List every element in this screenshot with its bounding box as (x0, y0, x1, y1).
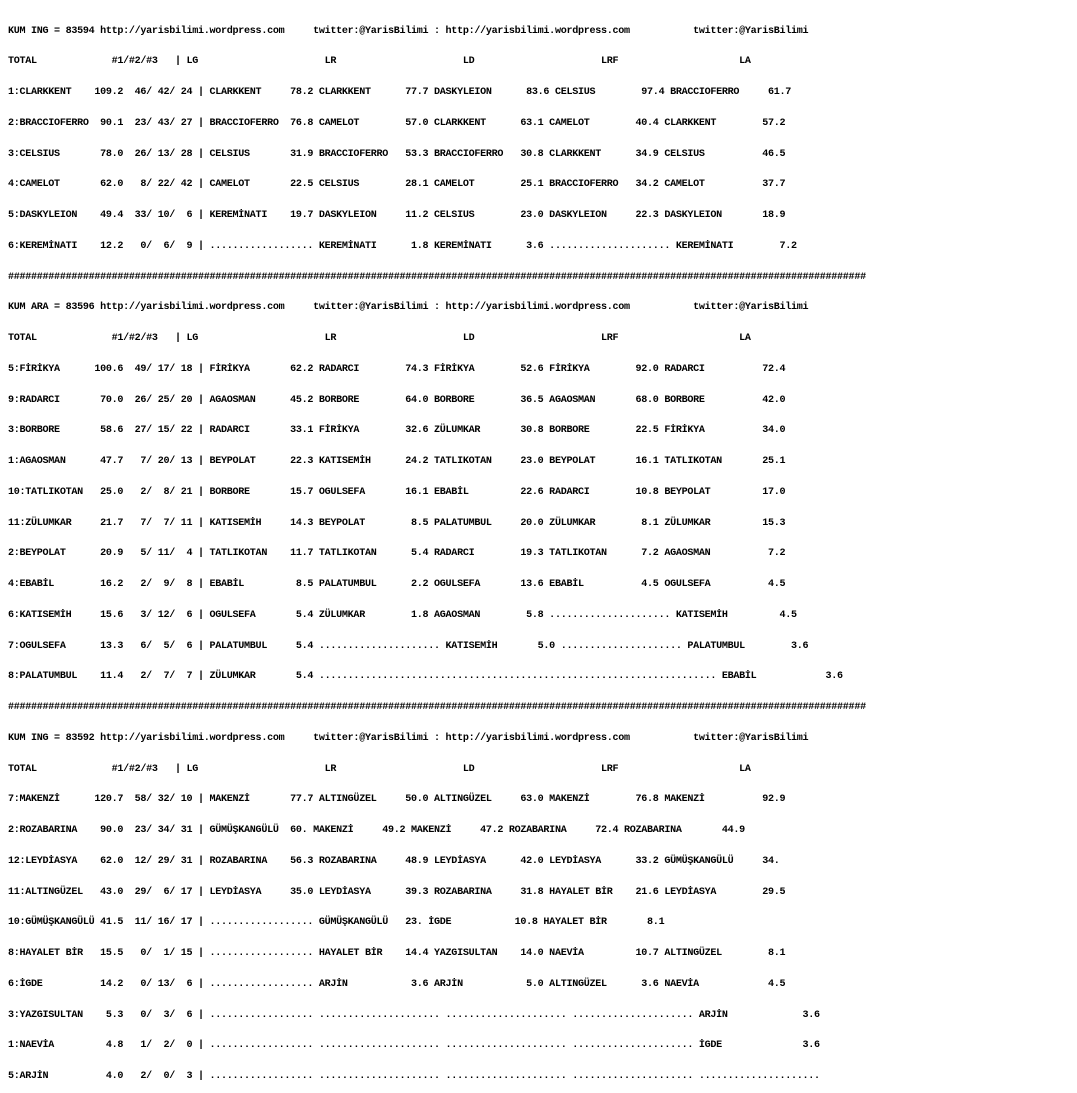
result-row: 6:KATISEMİH 15.6 3/ 12/ 6 | OGULSEFA 5.4 ZÜLUMKAR 1.8 AGAOSMAN 5.8 ..................... KATISEMİH 4.5 (8, 609, 797, 621)
result-row: 1:NAEVİA 4.8 1/ 2/ 0 | .................. ..................... ..................... ..................... İGDE 3.6 (8, 1040, 820, 1052)
result-row: 8:PALATUMBUL 11.4 2/ 7/ 7 | ZÜLUMKAR 5.4 ..................................................................... EBABİL 3.6 (8, 671, 843, 683)
result-row: 7:MAKENZİ 120.7 58/ 32/ 10 | MAKENZİ 77.7 ALTINGÜZEL 50.0 ALTINGÜZEL 63.0 MAKENZİ 76.8 MAKENZİ 92.9 (8, 794, 786, 806)
result-row: 8:HAYALET BİR 15.5 0/ 1/ 15 | .................. HAYALET BİR 14.4 YAZGISULTAN 14.0 NAEVİA 10.7 ALTINGÜZEL 8.1 (8, 948, 786, 959)
race-header-line: KUM ING = 83594 http://yarisbilimi.wordpress.com twitter:@YarisBilimi : http://yarisbilimi.wordpress.com twitter:@YarisBilimi (8, 25, 809, 37)
result-row: 10:TATLIKOTAN 25.0 2/ 8/ 21 | BORBORE 15.7 OGULSEFA 16.1 EBABİL 22.6 RADARCI 10.8 BEYPOLAT 17.0 (8, 486, 786, 498)
result-row: 6:İGDE 14.2 0/ 13/ 6 | .................. ARJİN 3.6 ARJİN 5.0 ALTINGÜZEL 3.6 NAEVİA 4.5 (8, 978, 786, 990)
result-row: 11:ALTINGÜZEL 43.0 29/ 6/ 17 | LEYDİASYA 35.0 LEYDİASYA 39.3 ROZABARINA 31.8 HAYALET BİR 21.6 LEYDİASYA 29.5 (8, 886, 786, 898)
result-row: 3:BORBORE 58.6 27/ 15/ 22 | RADARCI 33.1 FİRİKYA 32.6 ZÜLUMKAR 30.8 BORBORE 22.5 FİRİKYA 34.0 (8, 425, 786, 437)
result-row: 1:CLARKKENT 109.2 46/ 42/ 24 | CLARKKENT 78.2 CLARKKENT 77.7 DASKYLEION 83.6 CELSIUS 97.4 BRACCIOFERRO 61.7 (8, 87, 791, 98)
result-row: 10:GÜMÜŞKANGÜLÜ 41.5 11/ 16/ 17 | .................. GÜMÜŞKANGÜLÜ 23. İGDE 10.8 HAYALET BİR 8.1 (8, 917, 665, 929)
separator-line: ##################################################################################################################################################### (8, 702, 866, 713)
result-row: 3:CELSIUS 78.0 26/ 13/ 28 | CELSIUS 31.9 BRACCIOFERRO 53.3 BRACCIOFERRO 30.8 CLARKKENT 34.9 CELSIUS 46.5 (8, 148, 786, 160)
result-row: 2:BEYPOLAT 20.9 5/ 11/ 4 | TATLIKOTAN 11.7 TATLIKOTAN 5.4 RADARCI 19.3 TATLIKOTAN 7.2 AGAOSMAN 7.2 (8, 548, 786, 560)
result-row: 5:FİRİKYA 100.6 49/ 17/ 18 | FİRİKYA 62.2 RADARCI 74.3 FİRİKYA 52.6 FİRİKYA 92.0 RADARCI 72.4 (8, 363, 786, 375)
column-header-line: TOTAL #1/#2/#3 | LG LR LD LRF LA (8, 56, 751, 68)
column-header-line: TOTAL #1/#2/#3 | LG LR LD LRF LA (8, 763, 751, 775)
column-header-line: TOTAL #1/#2/#3 | LG LR LD LRF LA (8, 333, 751, 344)
result-row: 7:OGULSEFA 13.3 6/ 5/ 6 | PALATUMBUL 5.4 ..................... KATISEMİH 5.0 ..................... PALATUMBUL 3.6 (8, 640, 809, 652)
result-row: 12:LEYDİASYA 62.0 12/ 29/ 31 | ROZABARINA 56.3 ROZABARINA 48.9 LEYDİASYA 42.0 LEYDİASYA 33.2 GÜMÜŞKANGÜLÜ 34. (8, 855, 780, 867)
result-row: 1:AGAOSMAN 47.7 7/ 20/ 13 | BEYPOLAT 22.3 KATISEMİH 24.2 TATLIKOTAN 23.0 BEYPOLAT 16.1 TATLIKOTAN 25.1 (8, 456, 786, 467)
result-row: 4:CAMELOT 62.0 8/ 22/ 42 | CAMELOT 22.5 CELSIUS 28.1 CAMELOT 25.1 BRACCIOFERRO 34.2 CAMELOT 37.7 (8, 179, 786, 191)
result-row: 9:RADARCI 70.0 26/ 25/ 20 | AGAOSMAN 45.2 BORBORE 64.0 BORBORE 36.5 AGAOSMAN 68.0 BORBORE 42.0 (8, 394, 786, 406)
result-row: 2:ROZABARINA 90.0 23/ 34/ 31 | GÜMÜŞKANGÜLÜ 60. MAKENZİ 49.2 MAKENZİ 47.2 ROZABARINA 72.4 ROZABARINA 44.9 (8, 825, 745, 836)
result-row: 6:KEREMİNATI 12.2 0/ 6/ 9 | .................. KEREMİNATI 1.8 KEREMİNATI 3.6 ..................... KEREMİNATI 7.2 (8, 240, 797, 252)
result-row: 3:YAZGISULTAN 5.3 0/ 3/ 6 | .................. ..................... ..................... ..................... ARJİN 3.6 (8, 1009, 820, 1021)
result-row: 5:DASKYLEION 49.4 33/ 10/ 6 | KEREMİNATI 19.7 DASKYLEION 11.2 CELSIUS 23.0 DASKYLEION 22.3 DASKYLEION 18.9 (8, 210, 786, 221)
result-row: 5:ARJİN 4.0 2/ 0/ 3 | .................. ..................... ..................... ..................... ..................... (8, 1071, 820, 1082)
race-header-line: KUM ING = 83592 http://yarisbilimi.wordpress.com twitter:@YarisBilimi : http://yarisbilimi.wordpress.com twitter:@YarisBilimi (8, 732, 809, 744)
race-header-line: KUM ARA = 83596 http://yarisbilimi.wordpress.com twitter:@YarisBilimi : http://yarisbilimi.wordpress.com twitter:@YarisBilimi (8, 302, 809, 314)
result-row: 2:BRACCIOFERRO 90.1 23/ 43/ 27 | BRACCIOFERRO 76.8 CAMELOT 57.0 CLARKKENT 63.1 CAMELOT 40.4 CLARKKENT 57.2 (8, 117, 786, 129)
result-row: 11:ZÜLUMKAR 21.7 7/ 7/ 11 | KATISEMİH 14.3 BEYPOLAT 8.5 PALATUMBUL 20.0 ZÜLUMKAR 8.1 ZÜLUMKAR 15.3 (8, 517, 786, 529)
result-row: 4:EBABİL 16.2 2/ 9/ 8 | EBABİL 8.5 PALATUMBUL 2.2 OGULSEFA 13.6 EBABİL 4.5 OGULSEFA 4.5 (8, 579, 786, 590)
separator-line: ##################################################################################################################################################### (8, 271, 866, 283)
